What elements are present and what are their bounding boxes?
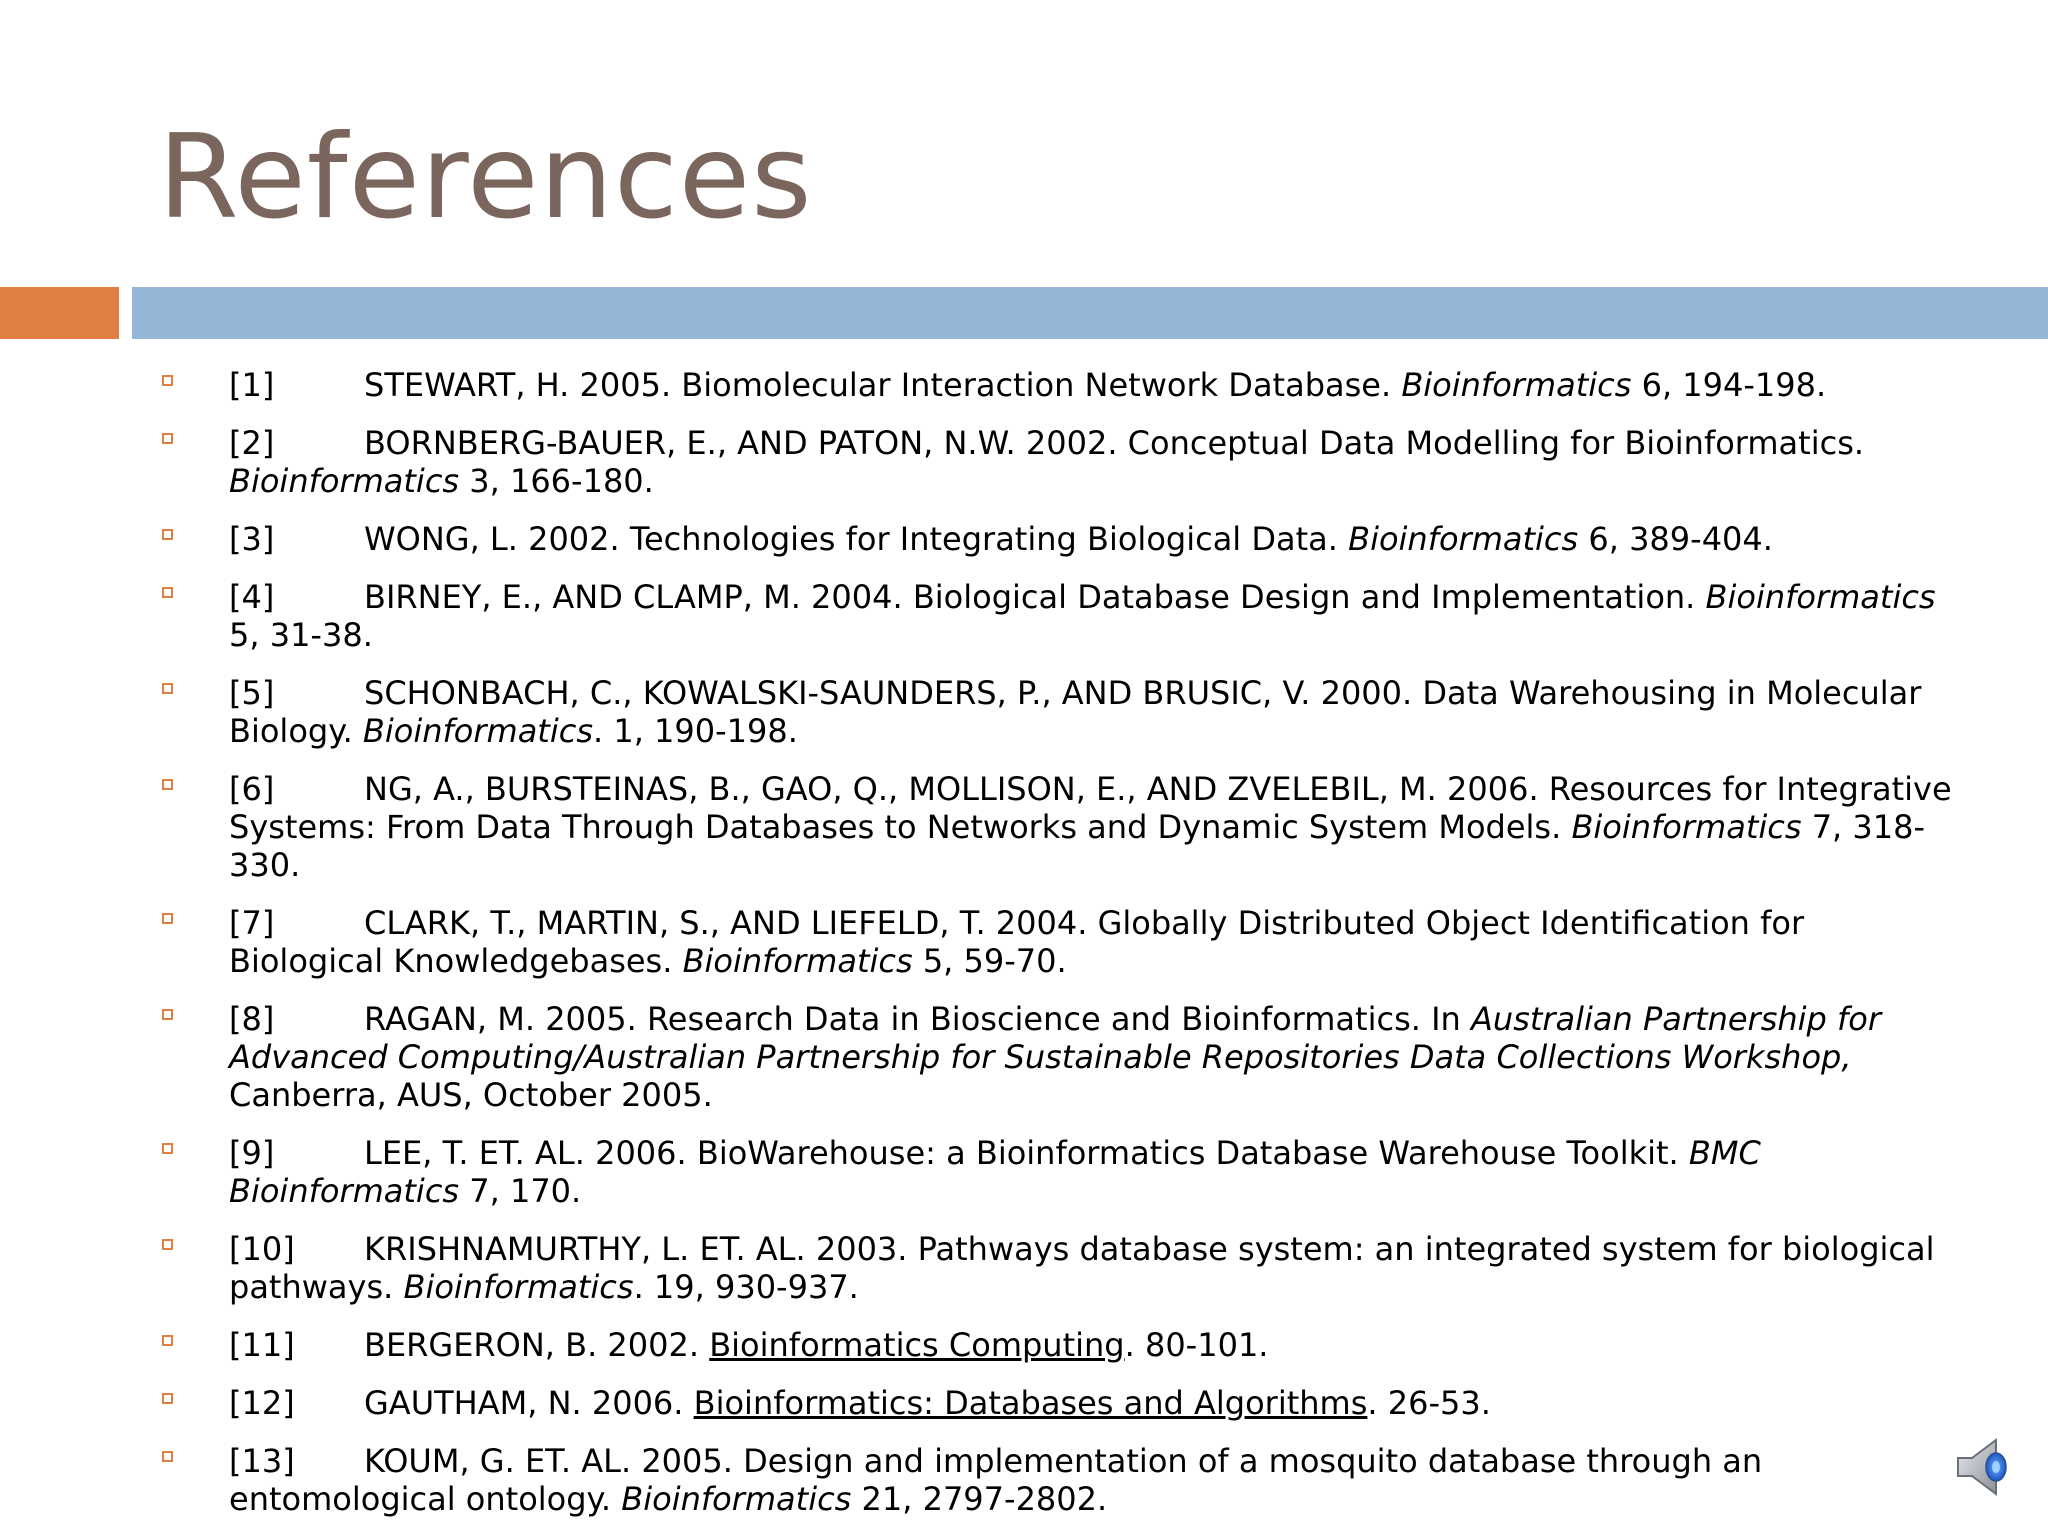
reference-source-title: Bioinformatics: [1705, 578, 1936, 616]
reference-text: 3, 166-180.: [459, 462, 654, 500]
reference-text: 6, 194-198.: [1631, 366, 1827, 404]
reference-book-title: Bioinformatics: Databases and Algorithms: [693, 1384, 1368, 1422]
reference-number: [4]: [229, 578, 275, 616]
reference-text: . 1, 190-198.: [593, 712, 798, 750]
reference-source-title: Bioinformatics: [403, 1268, 634, 1306]
reference-text: NG, A., BURSTEINAS, B., GAO, Q., MOLLISON, E., AND ZVELEBIL, M. 2006. Resources for Integrative Systems: From Data Through Databases to Networks and Dynamic System Models.: [229, 770, 1952, 846]
reference-number: [12]: [229, 1384, 295, 1422]
square-bullet-icon: [162, 1335, 173, 1346]
reference-item: [160, 578, 1960, 654]
reference-text: Canberra, AUS, October 2005.: [229, 1076, 713, 1114]
reference-item: [160, 904, 1960, 980]
reference-list: [160, 366, 1960, 1538]
reference-text: KRISHNAMURTHY, L. ET. AL. 2003. Pathways database system: an integrated system for biological pathways.: [229, 1230, 1935, 1306]
reference-source-title: BMC Bioinformatics: [229, 1134, 1761, 1210]
reference-source-title: Bioinformatics: [682, 942, 913, 980]
reference-item: [160, 1134, 1960, 1210]
reference-source-title: Bioinformatics: [1401, 366, 1632, 404]
reference-source-title: Bioinformatics: [362, 712, 593, 750]
reference-text: 7, 170.: [459, 1172, 582, 1210]
reference-text: WONG, L. 2002. Technologies for Integrating Biological Data.: [364, 520, 1349, 558]
reference-text: CLARK, T., MARTIN, S., AND LIEFELD, T. 2004. Globally Distributed Object Identification for Biological Knowledgebases.: [229, 904, 1805, 980]
square-bullet-icon: [162, 375, 173, 386]
square-bullet-icon: [162, 779, 173, 790]
reference-text: KOUM, G. ET. AL. 2005. Design and implementation of a mosquito database through an entomological ontology.: [229, 1442, 1763, 1518]
reference-item: [160, 1384, 1960, 1422]
square-bullet-icon: [162, 1239, 173, 1250]
reference-text: . 19, 930-937.: [633, 1268, 859, 1306]
square-bullet-icon: [162, 1009, 173, 1020]
reference-text: . 80-101.: [1124, 1326, 1269, 1364]
reference-text: 6, 389-404.: [1578, 520, 1773, 558]
reference-item: [160, 520, 1960, 558]
reference-text: 7, 318-330.: [229, 808, 1926, 884]
accent-bar-orange: [0, 287, 119, 339]
reference-number: [6]: [229, 770, 275, 808]
square-bullet-icon: [162, 587, 173, 598]
reference-item: [160, 1442, 1960, 1518]
reference-number: [10]: [229, 1230, 295, 1268]
reference-item: [160, 1230, 1960, 1306]
reference-text: LEE, T. ET. AL. 2006. BioWarehouse: a Bioinformatics Database Warehouse Toolkit.: [364, 1134, 1689, 1172]
reference-text: BIRNEY, E., AND CLAMP, M. 2004. Biological Database Design and Implementation.: [364, 578, 1706, 616]
reference-number: [2]: [229, 424, 275, 462]
reference-item: [160, 1326, 1960, 1364]
reference-item: [160, 674, 1960, 750]
reference-text: STEWART, H. 2005. Biomolecular Interaction Network Database.: [364, 366, 1402, 404]
square-bullet-icon: [162, 1451, 173, 1462]
reference-text: GAUTHAM, N. 2006.: [364, 1384, 694, 1422]
square-bullet-icon: [162, 433, 173, 444]
reference-number: [11]: [229, 1326, 295, 1364]
reference-text: BORNBERG-BAUER, E., AND PATON, N.W. 2002. Conceptual Data Modelling for Bioinformatics.: [364, 424, 1865, 462]
reference-source-title: Bioinformatics: [1571, 808, 1802, 846]
speaker-icon-graphic: [1952, 1434, 2022, 1500]
reference-source-title: Bioinformatics: [621, 1480, 852, 1518]
reference-text: 5, 59-70.: [912, 942, 1067, 980]
reference-text: BERGERON, B. 2002.: [364, 1326, 710, 1364]
accent-bar-blue: [132, 287, 2048, 339]
reference-item: [160, 770, 1960, 884]
reference-book-title: Bioinformatics Computing: [709, 1326, 1125, 1364]
reference-text: 21, 2797-2802.: [851, 1480, 1108, 1518]
slide-title: References: [158, 110, 813, 245]
speaker-icon[interactable]: [1952, 1434, 2022, 1500]
reference-number: [7]: [229, 904, 275, 942]
reference-text: RAGAN, M. 2005. Research Data in Bioscience and Bioinformatics. In: [364, 1000, 1471, 1038]
reference-text: 5, 31-38.: [229, 616, 373, 654]
reference-item: [160, 1000, 1960, 1114]
reference-number: [3]: [229, 520, 275, 558]
reference-number: [1]: [229, 366, 275, 404]
reference-number: [13]: [229, 1442, 295, 1480]
reference-source-title: Australian Partnership for Advanced Computing/Australian Partnership for Sustainable Repositories Data Collections Workshop,: [229, 1000, 1882, 1076]
square-bullet-icon: [162, 1143, 173, 1154]
square-bullet-icon: [162, 529, 173, 540]
square-bullet-icon: [162, 913, 173, 924]
reference-number: [9]: [229, 1134, 275, 1172]
reference-source-title: Bioinformatics: [1348, 520, 1579, 558]
reference-source-title: Bioinformatics: [229, 462, 460, 500]
reference-item: [160, 366, 1960, 404]
reference-number: [8]: [229, 1000, 275, 1038]
square-bullet-icon: [162, 683, 173, 694]
reference-number: [5]: [229, 674, 275, 712]
reference-item: [160, 424, 1960, 500]
reference-text: SCHONBACH, C., KOWALSKI-SAUNDERS, P., AND BRUSIC, V. 2000. Data Warehousing in Molecular Biology.: [229, 674, 1922, 750]
square-bullet-icon: [162, 1393, 173, 1404]
reference-text: . 26-53.: [1367, 1384, 1491, 1422]
